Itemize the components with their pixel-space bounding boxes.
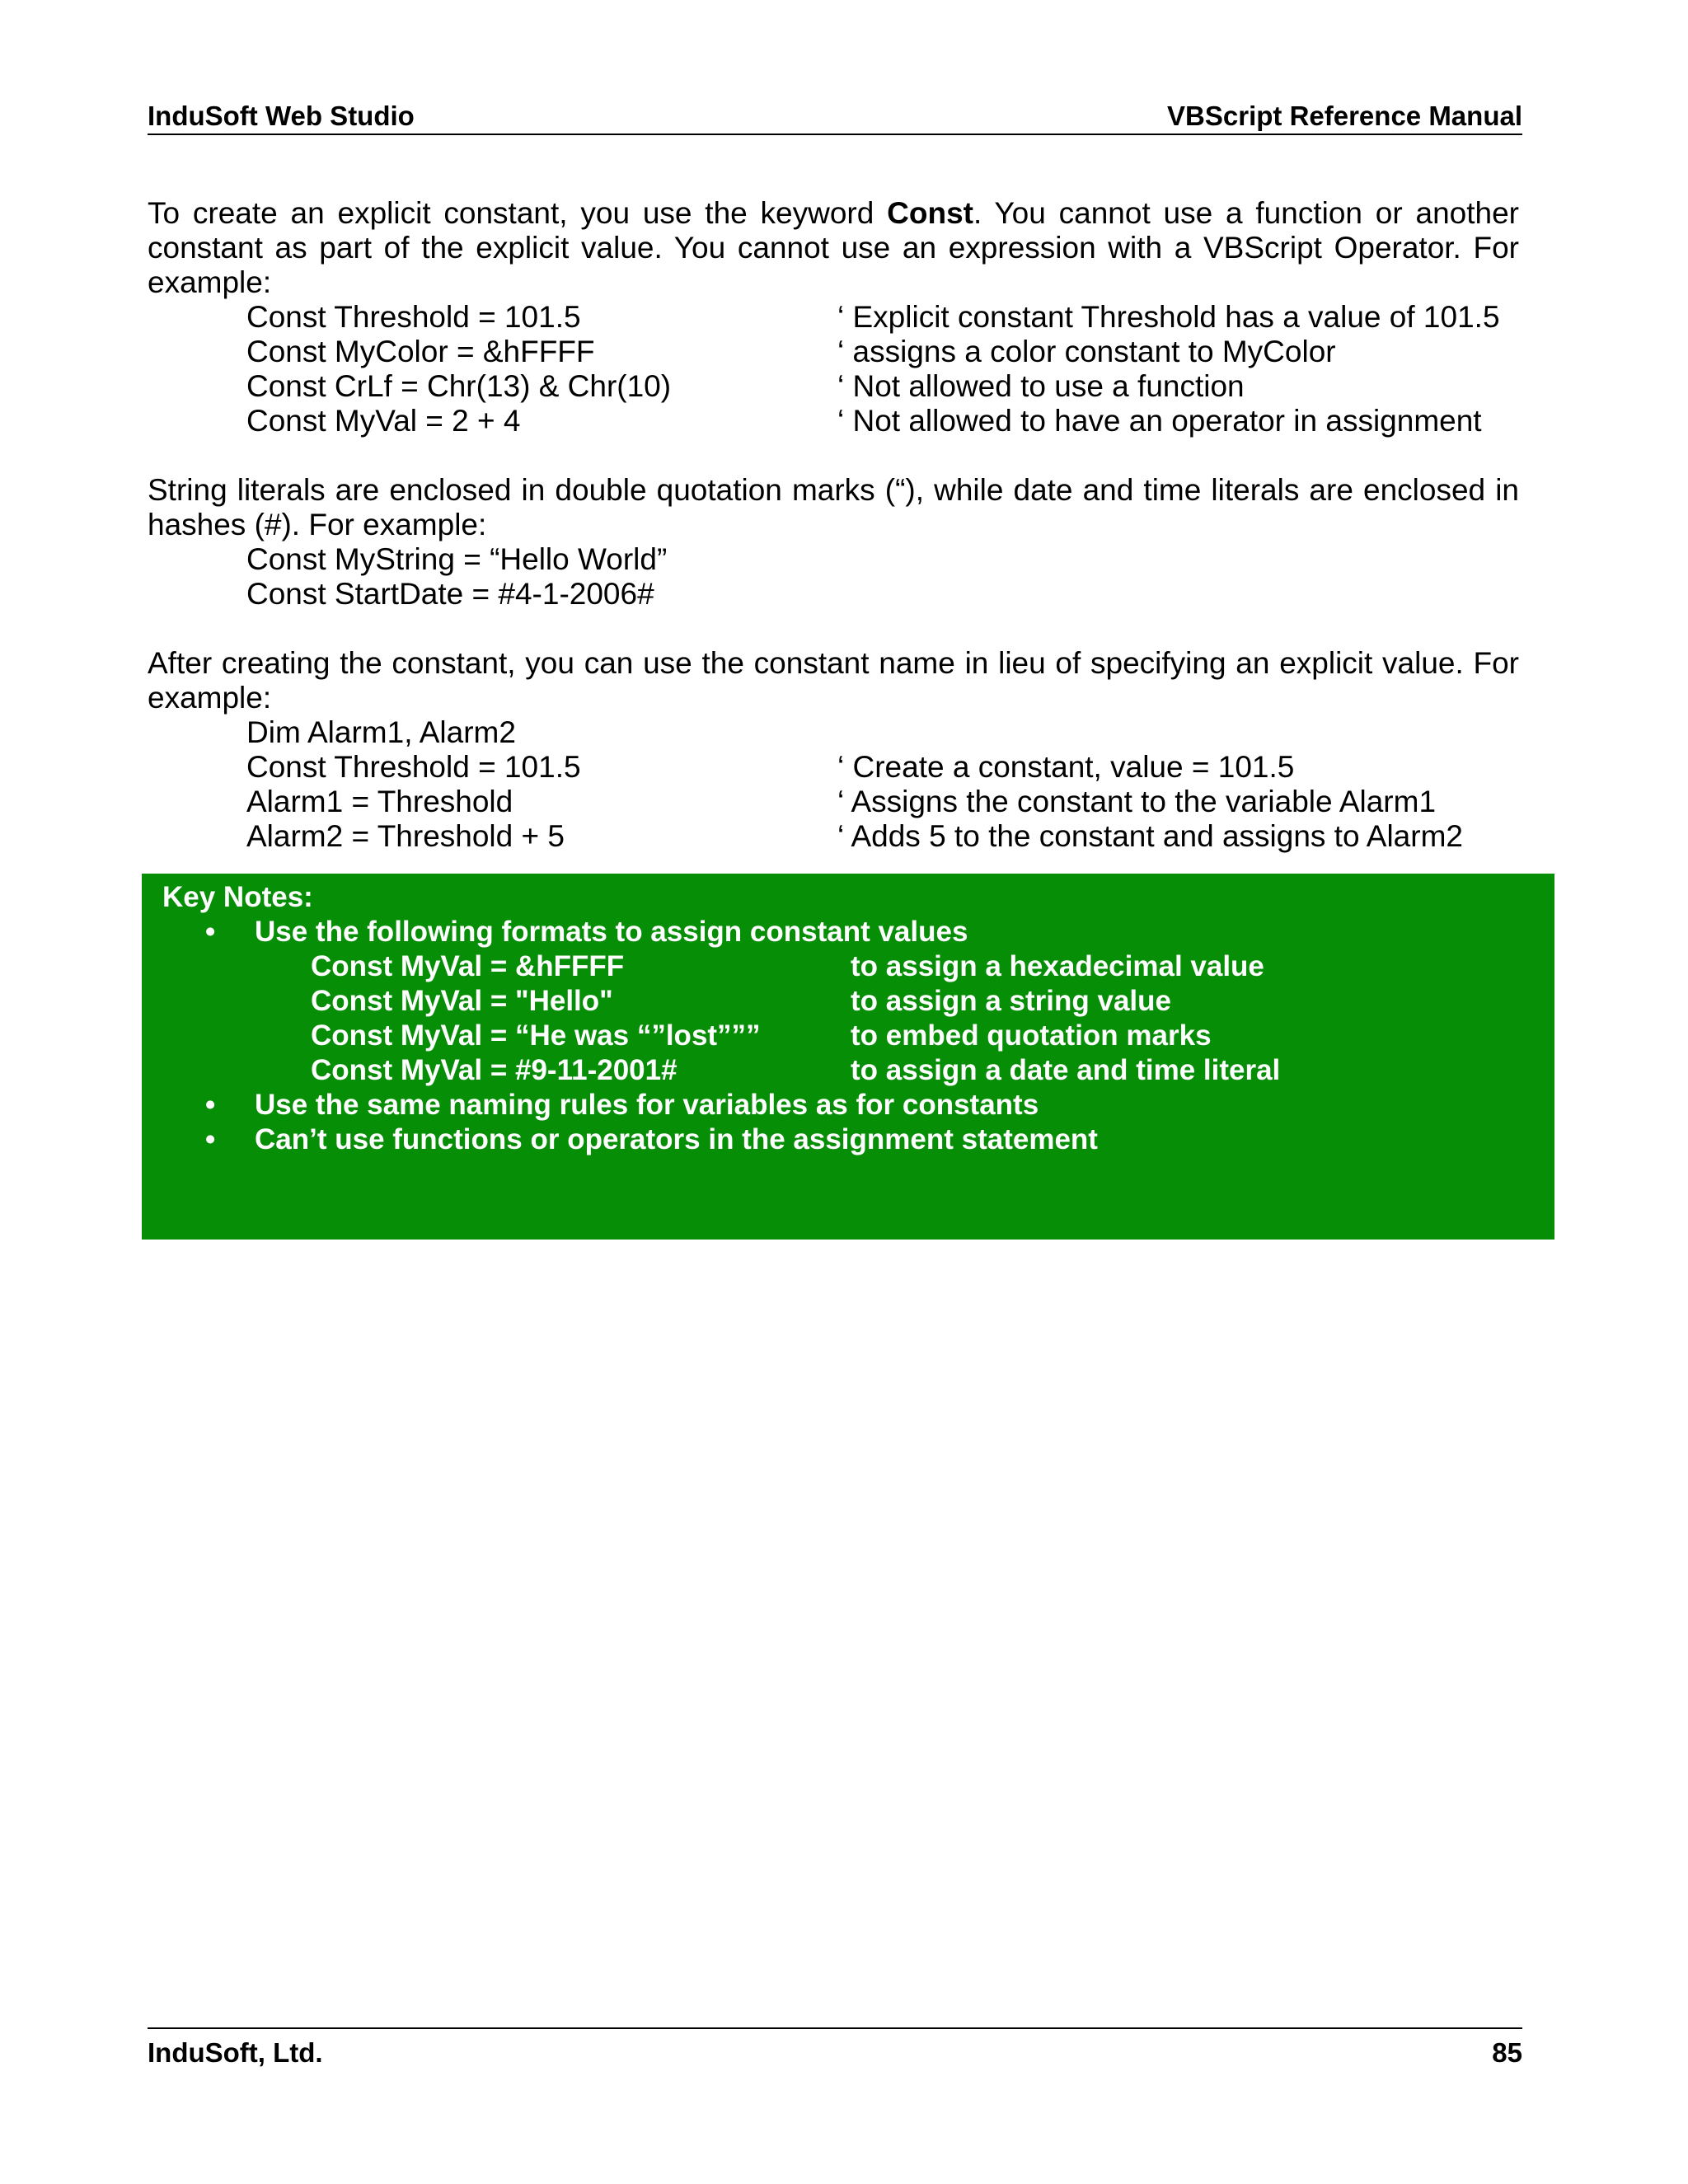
code-row: [246, 369, 1519, 404]
code-example-usage: [246, 715, 1519, 854]
code-comment: ‘ Assigns the constant to the variable Alarm1: [837, 785, 1437, 818]
code-row: [246, 715, 1519, 750]
code-row: [246, 577, 1519, 612]
keyword-const: Const: [887, 196, 973, 230]
key-note-item: [162, 1088, 1554, 1122]
format-desc: to assign a date and time literal: [851, 1054, 1281, 1086]
page-number: 85: [1492, 2037, 1522, 2068]
format-desc: to assign a string value: [851, 985, 1171, 1017]
key-note-text: Use the following formats to assign constant values: [255, 916, 968, 948]
key-note-item: [162, 1122, 1554, 1157]
format-code: Const MyVal = "Hello": [311, 985, 613, 1017]
code-comment: ‘ Not allowed to use a function: [837, 369, 1245, 403]
key-notes-title: Key Notes:: [162, 881, 313, 913]
format-row: [311, 984, 1554, 1019]
page-header: [148, 97, 1522, 135]
code-row: [246, 404, 1519, 438]
code-line: Const Threshold = 101.5: [246, 750, 581, 784]
format-row: [311, 949, 1554, 984]
header-manual-title: VBScript Reference Manual: [1167, 101, 1522, 131]
key-note-text: Use the same naming rules for variables as for constants: [255, 1089, 1039, 1121]
format-desc: to embed quotation marks: [851, 1019, 1212, 1052]
code-example-explicit: [246, 300, 1519, 438]
code-row: [246, 819, 1519, 854]
key-notes-box: [142, 874, 1554, 1240]
paragraph-explicit-constant: [148, 196, 1519, 300]
code-comment: ‘ Create a constant, value = 101.5: [837, 750, 1295, 784]
code-comment: ‘ assigns a color constant to MyColor: [837, 335, 1336, 368]
code-comment: ‘ Explicit constant Threshold has a value of 101.5: [837, 300, 1500, 334]
code-line: Const StartDate = #4-1-2006#: [246, 577, 654, 611]
code-row: [246, 750, 1519, 785]
bullet-icon: •: [205, 1089, 216, 1121]
page-content: [148, 196, 1519, 854]
code-line: Alarm2 = Threshold + 5: [246, 819, 565, 853]
format-code: Const MyVal = &hFFFF: [311, 950, 625, 982]
code-line: Const CrLf = Chr(13) & Chr(10): [246, 369, 672, 403]
format-code: Const MyVal = #9-11-2001#: [311, 1054, 678, 1086]
code-line: Dim Alarm1, Alarm2: [246, 715, 516, 749]
format-desc: to assign a hexadecimal value: [851, 950, 1264, 982]
footer-company: InduSoft, Ltd.: [148, 2037, 323, 2068]
key-note-item: [162, 915, 1554, 949]
format-code: Const MyVal = “He was “”lost”””: [311, 1019, 761, 1052]
code-line: Const MyVal = 2 + 4: [246, 404, 521, 438]
code-row: [246, 335, 1519, 369]
code-example-literals: [246, 542, 1519, 612]
code-row: [246, 300, 1519, 335]
paragraph-text: . You cannot use a function or another constant as part of the explicit value. You cannot use an expression with a VBScript Operator. For example:: [148, 196, 1519, 299]
code-comment: ‘ Adds 5 to the constant and assigns to Alarm2: [837, 819, 1463, 853]
paragraph-string-literals: String literals are enclosed in double quotation marks (“), while date and time literals are enclosed in hashes (#). For example:: [148, 473, 1519, 541]
code-line: Alarm1 = Threshold: [246, 785, 513, 818]
paragraph-using-constant: After creating the constant, you can use the constant name in lieu of specifying an explicit value. For example:: [148, 646, 1519, 715]
bullet-icon: •: [205, 916, 216, 948]
header-product-name: InduSoft Web Studio: [148, 101, 415, 131]
format-row: [311, 1019, 1554, 1053]
code-row: [246, 785, 1519, 819]
bullet-icon: •: [205, 1123, 216, 1155]
code-comment: ‘ Not allowed to have an operator in assignment: [837, 404, 1482, 438]
code-line: Const MyString = “Hello World”: [246, 542, 668, 576]
page-footer: [148, 2027, 1522, 2070]
code-row: [246, 542, 1519, 577]
code-line: Const MyColor = &hFFFF: [246, 335, 595, 368]
paragraph-text: To create an explicit constant, you use the keyword: [148, 196, 888, 230]
code-line: Const Threshold = 101.5: [246, 300, 581, 334]
code-comment: [837, 715, 1519, 750]
key-note-text: Can’t use functions or operators in the assignment statement: [255, 1123, 1098, 1155]
format-row: [311, 1053, 1554, 1088]
